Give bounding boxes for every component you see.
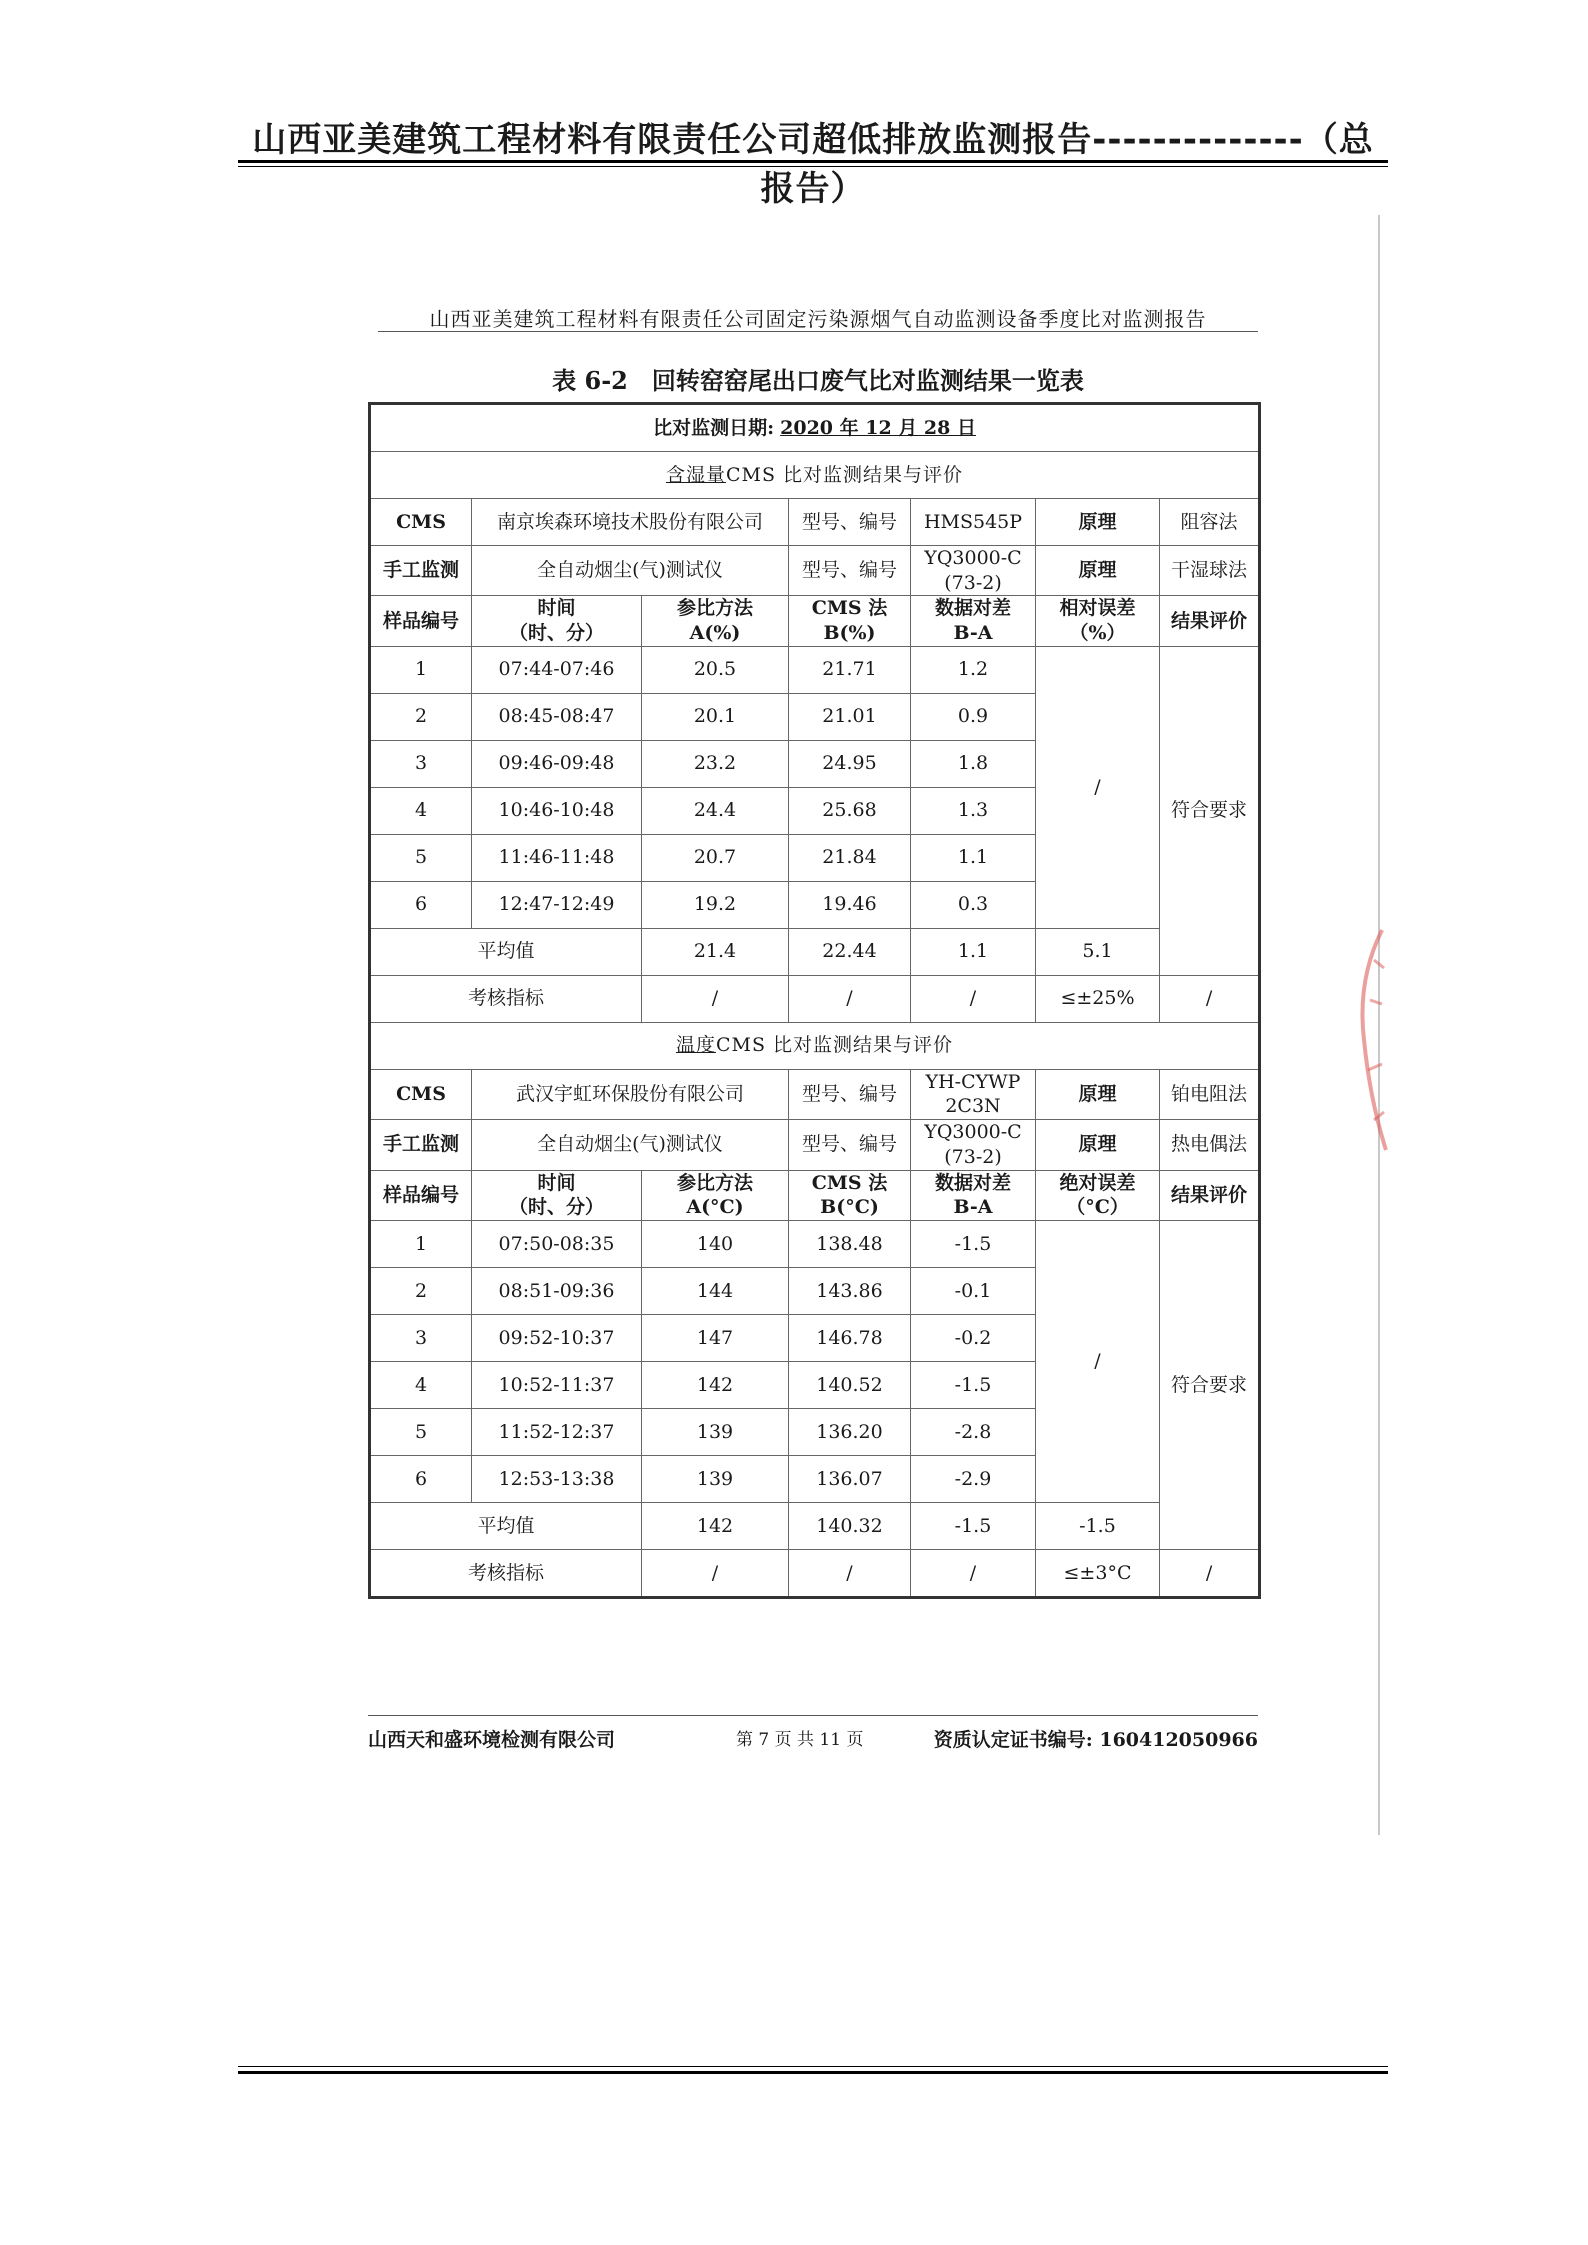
temperature-index-eval: /: [1160, 1549, 1260, 1597]
temperature-manual-model-label: 型号、编号: [789, 1120, 911, 1170]
moisture-row3-diff: 1.8: [911, 740, 1036, 787]
moisture-row5-diff: 1.1: [911, 834, 1036, 881]
sub-header-rule: [378, 331, 1258, 332]
temperature-err-slash: /: [1036, 1220, 1160, 1502]
temperature-col-time: 时间 （时、分）: [472, 1170, 642, 1220]
temperature-row6-a: 139: [642, 1455, 789, 1502]
temperature-column-header-row: [370, 1170, 1260, 1220]
moisture-index-b: /: [789, 975, 911, 1022]
temperature-manual-model: YQ3000-C (73-2): [911, 1120, 1036, 1170]
temperature-row4-time: 10:52-11:37: [472, 1361, 642, 1408]
moisture-section-row: [370, 452, 1260, 499]
moisture-average-row: [370, 928, 1260, 975]
page-header-title: 山西亚美建筑工程材料有限责任公司超低排放监测报告--------------（总报告）: [252, 120, 1374, 209]
table-title: 表 6-2 回转窑窑尾出口废气比对监测结果一览表: [552, 366, 1084, 395]
moisture-manual-instrument: 全自动烟尘(气)测试仪: [472, 546, 789, 596]
temperature-cms-principle: 铂电阻法: [1160, 1069, 1260, 1119]
moisture-index-err: ≤±25%: [1036, 975, 1160, 1022]
moisture-manual-row: [370, 546, 1260, 596]
temperature-manual-instrument: 全自动烟尘(气)测试仪: [472, 1120, 789, 1170]
temperature-row6-diff: -2.9: [911, 1455, 1036, 1502]
temperature-row5-no: 5: [370, 1408, 472, 1455]
moisture-avg-err: 5.1: [1036, 928, 1160, 975]
moisture-cms-row: [370, 499, 1260, 546]
temperature-row3-time: 09:52-10:37: [472, 1314, 642, 1361]
report-sub-header: 山西亚美建筑工程材料有限责任公司固定污染源烟气自动监测设备季度比对监测报告: [429, 307, 1207, 331]
moisture-manual-principle: 干湿球法: [1160, 546, 1260, 596]
temperature-row1-diff: -1.5: [911, 1220, 1036, 1267]
moisture-row2-diff: 0.9: [911, 693, 1036, 740]
moisture-row3-time: 09:46-09:48: [472, 740, 642, 787]
moisture-col-cms: CMS 法 B(%): [789, 596, 911, 646]
bottom-rule-thick: [238, 2071, 1388, 2074]
temperature-row3-no: 3: [370, 1314, 472, 1361]
moisture-model-label: 型号、编号: [789, 499, 911, 546]
moisture-manual-label: 手工监测: [370, 546, 472, 596]
moisture-row1-time: 07:44-07:46: [472, 646, 642, 693]
temperature-index-diff: /: [911, 1549, 1036, 1597]
temperature-manual-principle: 热电偶法: [1160, 1120, 1260, 1170]
moisture-cms-label: CMS: [370, 499, 472, 546]
moisture-row6-no: 6: [370, 881, 472, 928]
temperature-row2-diff: -0.1: [911, 1267, 1036, 1314]
temperature-row2-time: 08:51-09:36: [472, 1267, 642, 1314]
moisture-evaluation: 符合要求: [1160, 646, 1260, 975]
moisture-row3-a: 23.2: [642, 740, 789, 787]
temperature-row1-no: 1: [370, 1220, 472, 1267]
moisture-row5-a: 20.7: [642, 834, 789, 881]
moisture-index-a: /: [642, 975, 789, 1022]
footer-certificate-number: 资质认定证书编号: 160412050966: [933, 1729, 1258, 1751]
footer-company: 山西天和盛环境检测有限公司: [368, 1729, 616, 1751]
temperature-index-a: /: [642, 1549, 789, 1597]
temperature-manual-label: 手工监测: [370, 1120, 472, 1170]
moisture-row2-time: 08:45-08:47: [472, 693, 642, 740]
temperature-row1-time: 07:50-08:35: [472, 1220, 642, 1267]
temperature-cms-row: [370, 1069, 1260, 1119]
temperature-cms-company: 武汉宇虹环保股份有限公司: [472, 1069, 789, 1119]
temperature-row3-b: 146.78: [789, 1314, 911, 1361]
moisture-row5-no: 5: [370, 834, 472, 881]
temperature-col-cms: CMS 法 B(°C): [789, 1170, 911, 1220]
moisture-index-row: [370, 975, 1260, 1022]
moisture-manual-model-label: 型号、编号: [789, 546, 911, 596]
temperature-section-title: [370, 1022, 1260, 1069]
moisture-manual-principle-label: 原理: [1036, 546, 1160, 596]
moisture-row2-no: 2: [370, 693, 472, 740]
moisture-row2-a: 20.1: [642, 693, 789, 740]
temperature-col-diff: 数据对差 B-A: [911, 1170, 1036, 1220]
table-row: [370, 1220, 1260, 1267]
moisture-avg-diff: 1.1: [911, 928, 1036, 975]
moisture-section-title: [370, 452, 1260, 499]
temperature-col-sample: 样品编号: [370, 1170, 472, 1220]
moisture-col-time: 时间 （时、分）: [472, 596, 642, 646]
moisture-col-sample: 样品编号: [370, 596, 472, 646]
temperature-col-ref: 参比方法 A(°C): [642, 1170, 789, 1220]
moisture-col-ref: 参比方法 A(%): [642, 596, 789, 646]
moisture-row1-b: 21.71: [789, 646, 911, 693]
moisture-row1-diff: 1.2: [911, 646, 1036, 693]
temperature-index-row: [370, 1549, 1260, 1597]
temperature-cms-label: CMS: [370, 1069, 472, 1119]
moisture-principle-label: 原理: [1036, 499, 1160, 546]
table-row: [370, 646, 1260, 693]
temperature-row5-a: 139: [642, 1408, 789, 1455]
moisture-avg-label: 平均值: [370, 928, 642, 975]
moisture-row4-no: 4: [370, 787, 472, 834]
temperature-row6-no: 6: [370, 1455, 472, 1502]
moisture-row4-time: 10:46-10:48: [472, 787, 642, 834]
temperature-row5-b: 136.20: [789, 1408, 911, 1455]
moisture-manual-model: YQ3000-C (73-2): [911, 546, 1036, 596]
temperature-row3-diff: -0.2: [911, 1314, 1036, 1361]
temperature-row2-a: 144: [642, 1267, 789, 1314]
moisture-row1-no: 1: [370, 646, 472, 693]
temperature-average-row: [370, 1502, 1260, 1549]
moisture-row6-a: 19.2: [642, 881, 789, 928]
temperature-row1-b: 138.48: [789, 1220, 911, 1267]
moisture-row6-b: 19.46: [789, 881, 911, 928]
moisture-avg-a: 21.4: [642, 928, 789, 975]
temperature-avg-diff: -1.5: [911, 1502, 1036, 1549]
temperature-row2-b: 143.86: [789, 1267, 911, 1314]
temperature-row1-a: 140: [642, 1220, 789, 1267]
moisture-row3-no: 3: [370, 740, 472, 787]
monitoring-date-cell: [370, 404, 1260, 452]
moisture-row4-a: 24.4: [642, 787, 789, 834]
temperature-section-keyword: 温度: [675, 1034, 716, 1057]
moisture-row6-diff: 0.3: [911, 881, 1036, 928]
date-row: [370, 404, 1260, 452]
temperature-avg-label: 平均值: [370, 1502, 642, 1549]
footer-page-number: 第 7 页 共 11 页: [736, 1730, 864, 1750]
moisture-column-header-row: [370, 596, 1260, 646]
header-rule-thin: [238, 166, 1388, 167]
date-value: 2020 年 12 月 28 日: [780, 416, 976, 439]
footer-rule: [368, 1715, 1258, 1716]
moisture-section-rest: CMS 比对监测结果与评价: [725, 463, 964, 486]
temperature-row4-a: 142: [642, 1361, 789, 1408]
moisture-col-diff: 数据对差 B-A: [911, 596, 1036, 646]
temperature-model-label: 型号、编号: [789, 1069, 911, 1119]
moisture-row3-b: 24.95: [789, 740, 911, 787]
temperature-row5-time: 11:52-12:37: [472, 1408, 642, 1455]
temperature-principle-label: 原理: [1036, 1069, 1160, 1119]
red-seal-stamp: [1352, 920, 1392, 1160]
temperature-section-row: [370, 1022, 1260, 1069]
temperature-row4-no: 4: [370, 1361, 472, 1408]
moisture-index-eval: /: [1160, 975, 1260, 1022]
temperature-section-rest: CMS 比对监测结果与评价: [715, 1034, 954, 1057]
temperature-row3-a: 147: [642, 1314, 789, 1361]
moisture-row4-b: 25.68: [789, 787, 911, 834]
temperature-index-err: ≤±3°C: [1036, 1549, 1160, 1597]
moisture-row4-diff: 1.3: [911, 787, 1036, 834]
moisture-section-keyword: 含湿量: [665, 463, 726, 486]
temperature-index-b: /: [789, 1549, 911, 1597]
temperature-row5-diff: -2.8: [911, 1408, 1036, 1455]
temperature-col-err: 绝对误差 （°C）: [1036, 1170, 1160, 1220]
temperature-avg-err: -1.5: [1036, 1502, 1160, 1549]
temperature-cms-model: YH-CYWP 2C3N: [911, 1069, 1036, 1119]
report-footer: [368, 1725, 1258, 1753]
moisture-col-eval: 结果评价: [1160, 596, 1260, 646]
moisture-cms-principle: 阻容法: [1160, 499, 1260, 546]
comparison-results-table: [368, 402, 1261, 1599]
temperature-avg-a: 142: [642, 1502, 789, 1549]
bottom-rule-thin: [238, 2066, 1388, 2067]
moisture-row5-b: 21.84: [789, 834, 911, 881]
moisture-col-err: 相对误差 （%）: [1036, 596, 1160, 646]
moisture-index-label: 考核指标: [370, 975, 642, 1022]
moisture-err-slash: /: [1036, 646, 1160, 928]
moisture-avg-b: 22.44: [789, 928, 911, 975]
temperature-row4-diff: -1.5: [911, 1361, 1036, 1408]
temperature-avg-b: 140.32: [789, 1502, 911, 1549]
moisture-row5-time: 11:46-11:48: [472, 834, 642, 881]
moisture-row6-time: 12:47-12:49: [472, 881, 642, 928]
moisture-row1-a: 20.5: [642, 646, 789, 693]
temperature-evaluation: 符合要求: [1160, 1220, 1260, 1549]
temperature-index-label: 考核指标: [370, 1549, 642, 1597]
temperature-row2-no: 2: [370, 1267, 472, 1314]
temperature-manual-principle-label: 原理: [1036, 1120, 1160, 1170]
temperature-manual-row: [370, 1120, 1260, 1170]
temperature-col-eval: 结果评价: [1160, 1170, 1260, 1220]
temperature-row4-b: 140.52: [789, 1361, 911, 1408]
header-rule-thick: [238, 160, 1388, 163]
moisture-cms-company: 南京埃森环境技术股份有限公司: [472, 499, 789, 546]
temperature-row6-b: 136.07: [789, 1455, 911, 1502]
temperature-row6-time: 12:53-13:38: [472, 1455, 642, 1502]
moisture-row2-b: 21.01: [789, 693, 911, 740]
moisture-index-diff: /: [911, 975, 1036, 1022]
date-label: 比对监测日期:: [653, 416, 775, 439]
moisture-cms-model: HMS545P: [911, 499, 1036, 546]
